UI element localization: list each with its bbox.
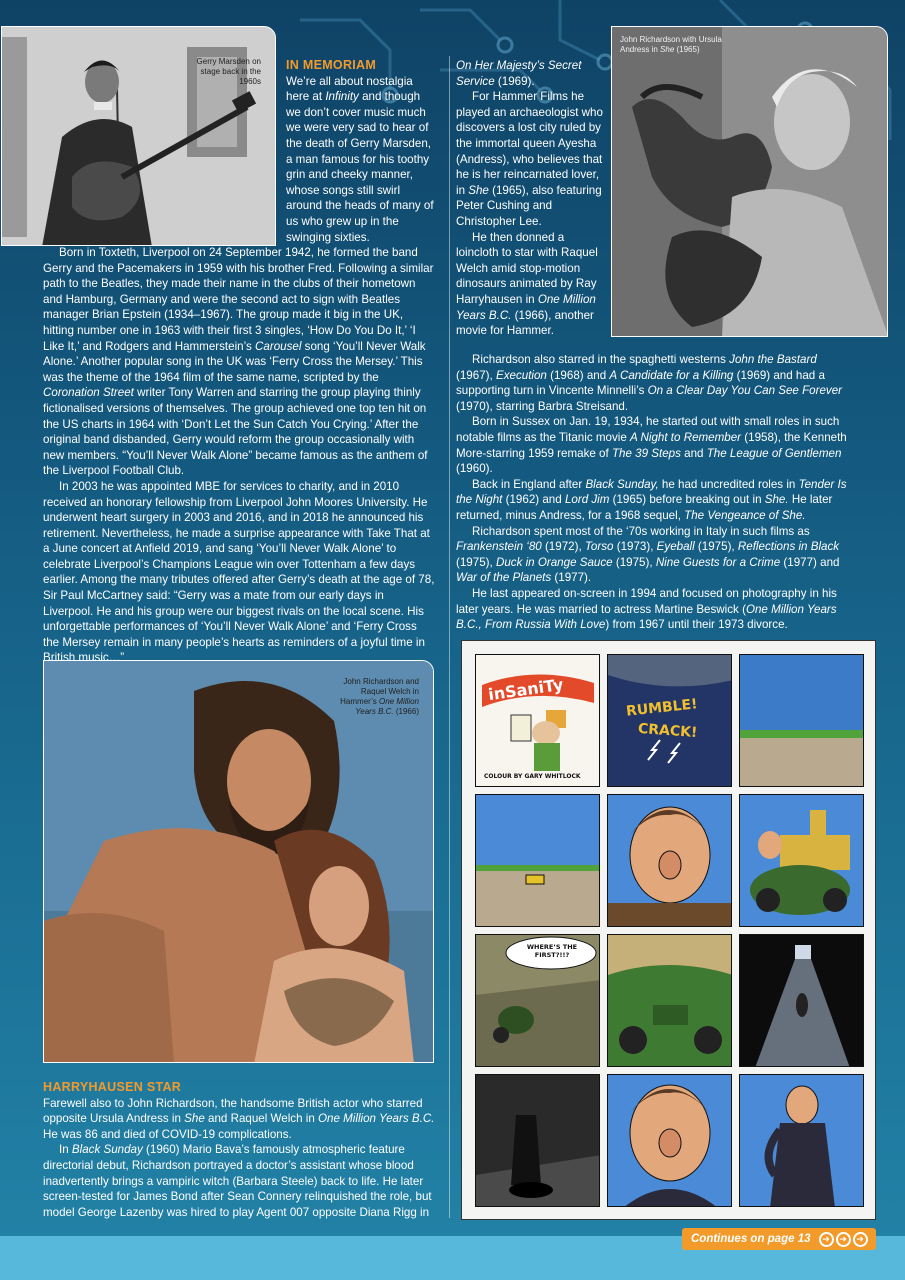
r3a: He then donned a loincloth to star with Raquel Welch amid stop-motion dinosaurs animated by Ray Harryhausen in (456, 230, 598, 306)
one-million-years-photo (43, 660, 434, 1063)
memoriam-heading: IN MEMORIAM (286, 58, 377, 72)
arrow-right-icon: ➜ (836, 1232, 851, 1247)
r5-i2: The 39 Steps (611, 446, 681, 460)
h-p1c: He was 86 and died of COVID-19 complications. (43, 1127, 292, 1141)
r4-i2: Execution (495, 368, 547, 382)
omy-caption-title: One Million Years B.C. (355, 697, 419, 716)
r8b: ) from 1967 until their 1973 divorce. (605, 618, 788, 632)
omy-photo-art (44, 661, 434, 1063)
panel-3-art (740, 655, 864, 787)
r6b: he had uncredited roles in (658, 477, 799, 491)
comic-panel-6 (739, 794, 864, 927)
r3 (456, 230, 604, 339)
intro-italic: Infinity (325, 90, 359, 104)
p2-b: song ‘You’ll Never Walk Alone.’ Another popular song in the UK was ‘Ferry Cross the Mersey.’ This was the theme of the 1964 film of the same name, scripted by the (43, 339, 426, 384)
memoriam-p2 (43, 245, 436, 479)
panel-5-art (608, 795, 732, 927)
r7-i7: War of the Planets (456, 571, 552, 585)
h-p1-i1: She (184, 1112, 205, 1126)
column-divider (449, 56, 450, 1218)
r4-i1: John the Bastard (729, 353, 817, 366)
comic-panel-10 (475, 1074, 600, 1207)
comic-panel-11 (607, 1074, 732, 1207)
r6-i3: Lord Jim (564, 493, 610, 507)
harryhausen-heading: HARRYHAUSEN STAR (43, 1080, 182, 1094)
panel-12-art (740, 1075, 864, 1207)
memoriam-intro-text (286, 74, 436, 246)
r4e: (1970), starring Barbra Streisand. (456, 399, 629, 413)
omy-caption-b: (1966) (393, 707, 419, 716)
r5-i1: A Night to Remember (630, 430, 742, 444)
r7c: (1973), (613, 540, 657, 554)
r5a: Born in Sussex on Jan. 19, 1934, he started out with small roles in such notable films as the Titanic movie (456, 415, 840, 444)
r7-i2: Torso (584, 540, 614, 554)
r4-i4: On a Clear Day You Can See Forever (647, 384, 843, 398)
r7a: Richardson spent most of the ‘70s working in Italy in such films as (472, 524, 810, 538)
r5d: (1960). (456, 462, 493, 476)
insanity-comic-strip (461, 640, 876, 1220)
h-p1-i2: One Million Years B.C. (318, 1112, 435, 1126)
harryhausen-p2 (43, 1142, 436, 1220)
r7f: (1975), (612, 555, 656, 569)
p2-a: Born in Toxteth, Liverpool on 24 September 1942, he formed the band Gerry and the Pacemakers in 1959 with his brother Fred. Following a similar path to the Beatles, they made their name in the clubs of their hometown and Hamburg, Germany and were the second act to sign with Beatles manager Brian Epstein (1934–1967). The group made it big in the UK, hitting number one in 1963 with their first 3 singles, ‘How Do You Do It,’ ‘I Like It,’ and Rodgers and Hammerstein’s (43, 246, 434, 353)
continues-link[interactable] (682, 1228, 876, 1250)
panel-10-art (476, 1075, 600, 1207)
r7 (456, 524, 850, 586)
intro-a: We’re all about nostalgia here at (286, 74, 413, 104)
r6e: He later returned, minus Andress, for a 1968 sequel, (456, 493, 833, 522)
r4b: (1967), (456, 368, 496, 382)
r7g: (1977) and (780, 555, 840, 569)
gerry-marsden-photo (1, 26, 276, 246)
r1-italic: On Her Majesty’s Secret Service (456, 59, 582, 88)
comic-panel-5 (607, 794, 732, 927)
r6-i4: She. (764, 493, 789, 507)
omy-caption-a: John Richardson and Raquel Welch in Hammer’s (340, 677, 419, 706)
comic-panel-1 (475, 654, 600, 787)
p2-italic1: Carousel (255, 339, 302, 353)
r4-i3: A Candidate for a Killing (609, 368, 734, 382)
h-p2a: In (59, 1143, 72, 1157)
panel-9-art (740, 935, 864, 1067)
continues-arrows (819, 1232, 868, 1247)
r1 (456, 58, 604, 89)
r5b: (1958), the Kenneth More-starring 1959 remake of (456, 430, 847, 460)
comic-panel-3 (739, 654, 864, 787)
memoriam-body (43, 245, 436, 666)
r6d: (1965) before breaking out in (609, 493, 765, 507)
speech-bubble: WHERE’S THE FIRST?!!? (526, 943, 578, 959)
r7-i1: Frankenstein ‘80 (456, 540, 542, 554)
r6c: (1962) and (502, 493, 565, 507)
r7e: (1975), (456, 555, 496, 569)
crack-text: CRACK! (637, 720, 698, 742)
panel-2-art (608, 655, 732, 787)
r6-i1: Black Sunday, (585, 477, 659, 491)
right-column-upper (456, 58, 604, 339)
r8a: He last appeared on-screen in 1994 and focused on photography in his later years. He was married to actress Martine Beswick ( (456, 586, 837, 616)
r2a: For Hammer Films he played an archaeologist who discovers a lost city ruled by the immortal queen Ayesha (Andress), who believes that he is her reincarnated lover, in (456, 90, 603, 197)
r3-italic: One Million Years B.C. (456, 292, 596, 322)
r2-italic: She (468, 183, 489, 197)
panel-6-art (740, 795, 864, 927)
comic-panel-8 (607, 934, 732, 1067)
rumble-text: RUMBLE! (625, 696, 699, 720)
she-caption-title: She (660, 45, 675, 54)
memoriam-p3: In 2003 he was appointed MBE for services to charity, and in 2010 received an honorary fellowship from Liverpool John Moores University. He underwent heart surgery in 2003 and 2016, and in 2018 he announced his retirement. Nevertheless, he made a surprise appearance with Take That at a June concert at Anfield 2019, and sang ‘You’ll Never Walk Alone’ to celebrate Liverpool’s Champions League win over Tottenham a few days earlier. Among the many tributes offered after Gerry’s death at the age of 78, Sir Paul McCartney said: “Gerry was a mate from our early days in Liverpool. He and his group were our biggest rivals on the local scene. His unforgettable performances of ‘You’ll Never Walk Alone’ and ‘Ferry Cross the Mersey remain in many people’s hearts as reminders of a joyful time in British music…” (43, 479, 435, 665)
r8 (456, 586, 850, 633)
panel-8-art (608, 935, 732, 1067)
r6a: Back in England after (472, 477, 586, 491)
h-p2-i1: Black Sunday (71, 1143, 143, 1157)
r6 (456, 477, 850, 524)
r7-i6: Nine Guests for a Crime (655, 555, 781, 569)
r7-i4: Reflections in Black (737, 540, 840, 554)
h-p1b: and Raquel Welch in (204, 1112, 318, 1126)
omy-caption (329, 677, 419, 717)
arrow-right-icon: ➜ (853, 1232, 868, 1247)
intro-rest: and though we don’t cover music much we were very sad to hear of the death of Gerry Marsden, a man famous for his toothy grin and cheeky manner, whose songs still swirl around the heads of many of us who grew up in the swinging sixties. (286, 90, 434, 244)
r7h: (1977). (551, 571, 592, 585)
r7-i5: Duck in Orange Sauce (495, 555, 613, 569)
h-p2b: (1960) Mario Bava’s famously atmospheric feature directorial debut, Richardson portrayed a doctor’s assistant whose blood inadvertently brings a vampiric witch (Barbara Steele) back to life. He later screen-tested for James Bond after Sean Connery relinquished the role, but model George Lazenby was hired to play Agent 007 opposite Diana Rigg in (43, 1143, 432, 1219)
r7-i3: Eyeball (656, 540, 695, 554)
r2b: (1965), also featuring Peter Cushing and Christopher Lee. (456, 183, 602, 228)
harryhausen-p1 (43, 1096, 436, 1143)
r4 (456, 352, 850, 414)
she-caption (620, 35, 740, 55)
r5 (456, 414, 850, 476)
arrow-right-icon: ➜ (819, 1232, 834, 1247)
harryhausen-section (43, 1080, 436, 1220)
panel-4-art (476, 795, 600, 927)
r4c: (1968) and (546, 368, 610, 382)
r6-i5: The Vengeance of She. (684, 508, 806, 522)
r7d: (1975), (694, 540, 738, 554)
p2-italic2: Coronation Street (43, 386, 134, 400)
she-caption-b: (1965) (674, 45, 700, 54)
comic-credit: COLOUR BY GARY WHITLOCK (484, 773, 581, 780)
comic-panel-9 (739, 934, 864, 1067)
she-caption-a: John Richardson with Ursula Andress in (620, 35, 722, 54)
r3b: (1966), another movie for Hammer. (456, 308, 594, 338)
panel-1-art (476, 655, 600, 787)
r7b: (1972), (541, 540, 585, 554)
comic-panel-2 (607, 654, 732, 787)
comic-panel-12 (739, 1074, 864, 1207)
continues-label: Continues on page 13 (691, 1233, 811, 1245)
r1-text: (1969). (494, 74, 535, 88)
comic-title: inSaniTy (487, 674, 565, 705)
r6-i2: Tender Is the Night (456, 477, 847, 507)
r5-i3: The League of Gentlemen (706, 446, 842, 460)
r4a: Richardson also starred in the spaghetti westerns (472, 353, 730, 366)
r4d: (1969) and had a supporting turn in Vincente Minnelli’s (456, 368, 825, 398)
comic-panel-7 (475, 934, 600, 1067)
r5c: and (680, 446, 707, 460)
r8-i: One Million Years B.C., From Russia With Love (456, 602, 837, 632)
right-column-lower (456, 352, 850, 633)
comic-panel-4 (475, 794, 600, 927)
h-p1a: Farewell also to John Richardson, the handsome British actor who starred opposite Ursula Andress in (43, 1096, 423, 1126)
panel-11-art (608, 1075, 732, 1207)
she-photo-art (612, 27, 888, 337)
gerry-caption: Gerry Marsden on stage back in the 1960s (196, 57, 261, 86)
r2 (456, 89, 604, 229)
memoriam-intro (286, 58, 436, 245)
she-photo (611, 26, 888, 337)
p2-c: writer Tony Warren and starring the group playing thinly fictionalised versions of themselves. The group achieved one top ten hit on the US charts in 1964 with ‘Don’t Let the Sun Catch You Crying.’ After the original band disbanded, Gerry would reform the group occasionally with new members. “You’ll Never Walk Alone” became famous as the anthem of the Liverpool Football Club. (43, 386, 428, 478)
